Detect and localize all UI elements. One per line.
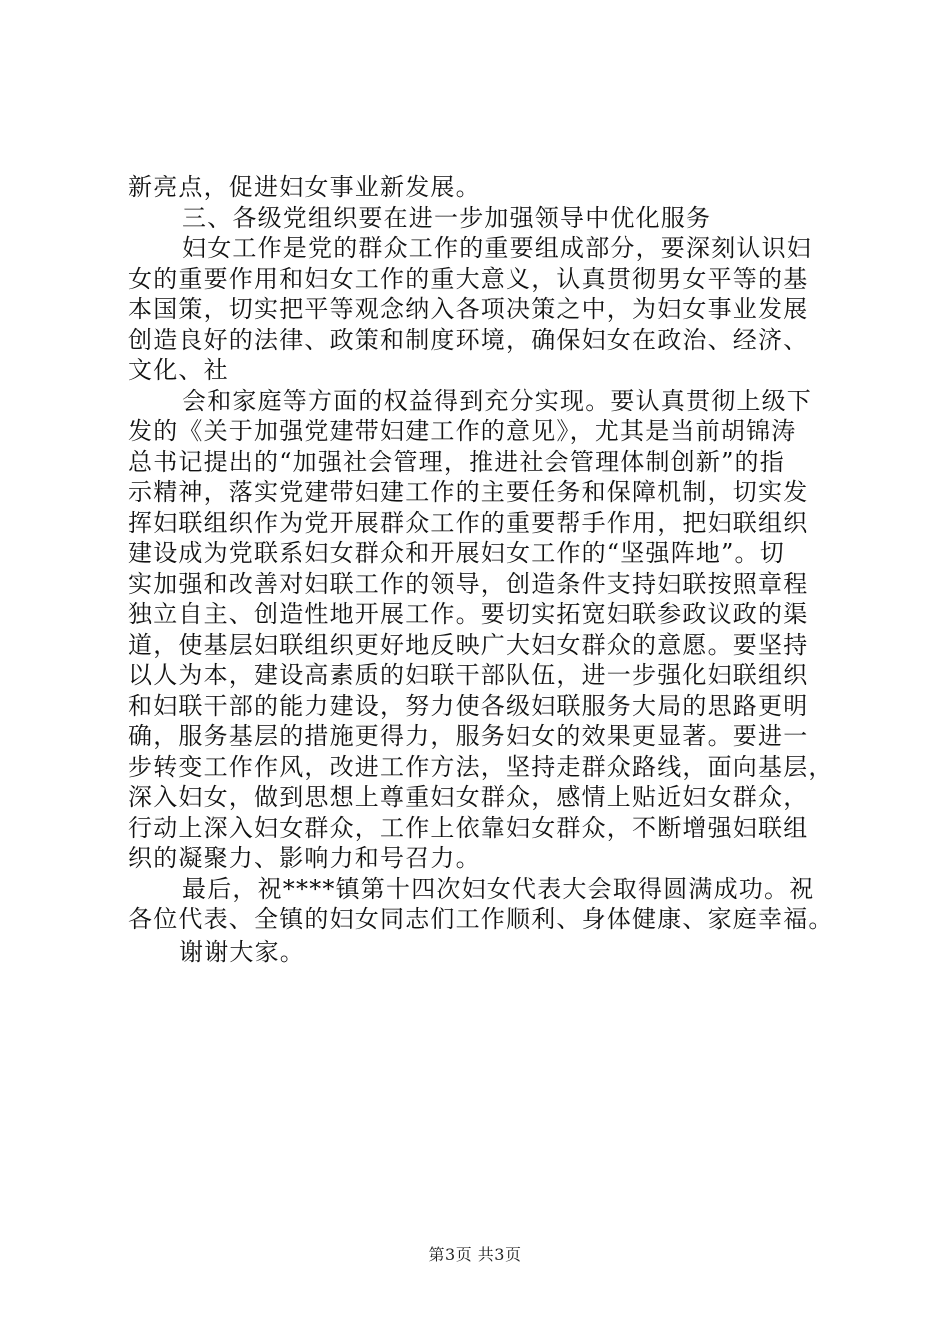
- paragraph-line: 步转变工作作风，改进工作方法，坚持走群众路线，面向基层，: [128, 752, 834, 781]
- paragraph-line: 实加强和改善对妇联工作的领导，创造条件支持妇联按照章程: [128, 569, 809, 598]
- paragraph-line: 行动上深入妇女群众，工作上依靠妇女群众，不断增强妇联组: [128, 813, 809, 842]
- paragraph-line: 发的《关于加强党建带妇建工作的意见》，尤其是当前胡锦涛: [128, 417, 797, 445]
- section-heading: 三、各级党组织要在进一步加强领导中优化服务: [182, 203, 712, 232]
- document-body: [128, 172, 858, 935]
- page-number-footer: 第3页 共3页: [428, 1245, 522, 1264]
- paragraph-line: 会和家庭等方面的权益得到充分实现。要认真贯彻上级下: [182, 386, 812, 415]
- paragraph-line: 妇女工作是党的群众工作的重要组成部分，要深刻认识妇: [182, 234, 812, 262]
- paragraph-line: 确，服务基层的措施更得力，服务妇女的效果更显著。要进一: [128, 722, 809, 750]
- paragraph-line: 创造良好的法律、政策和制度环境，确保妇女在政治、经济、: [128, 325, 809, 354]
- paragraph-line: 织的凝聚力、影响力和号召力。: [128, 844, 481, 872]
- paragraph-line: 各位代表、全镇的妇女同志们工作顺利、身体健康、家庭幸福。: [128, 905, 834, 933]
- paragraph-line: 独立自主、创造性地开展工作。要切实拓宽妇联参政议政的渠: [128, 600, 809, 628]
- paragraph-line: 建设成为党联系妇女群众和开展妇女工作的“坚强阵地”。切: [128, 539, 785, 567]
- paragraph-line: 女的重要作用和妇女工作的重大意义，认真贯彻男女平等的基: [128, 264, 809, 293]
- paragraph-line: 新亮点，促进妇女事业新发展。: [128, 173, 481, 201]
- paragraph-line: 总书记提出的“加强社会管理，推进社会管理体制创新”的指: [128, 447, 785, 476]
- paragraph-line: 挥妇联组织作为党开展群众工作的重要帮手作用，把妇联组织: [128, 508, 809, 537]
- paragraph-line: 本国策，切实把平等观念纳入各项决策之中，为妇女事业发展: [128, 295, 809, 323]
- paragraph-line: 文化、社: [128, 356, 229, 384]
- paragraph-line: 最后，祝****镇第十四次妇女代表大会取得圆满成功。祝: [182, 874, 815, 903]
- closing-remark: 谢谢大家。: [179, 938, 305, 966]
- paragraph-line: 和妇联干部的能力建设，努力使各级妇联服务大局的思路更明: [128, 691, 809, 720]
- paragraph-line: 道，使基层妇联组织更好地反映广大妇女群众的意愿。要坚持: [128, 630, 809, 659]
- paragraph-line: 示精神，落实党建带妇建工作的主要任务和保障机制，切实发: [128, 478, 809, 506]
- paragraph-line: 以人为本，建设高素质的妇联干部队伍，进一步强化妇联组织: [128, 661, 809, 689]
- paragraph-line: 深入妇女，做到思想上尊重妇女群众，感情上贴近妇女群众，: [128, 783, 809, 811]
